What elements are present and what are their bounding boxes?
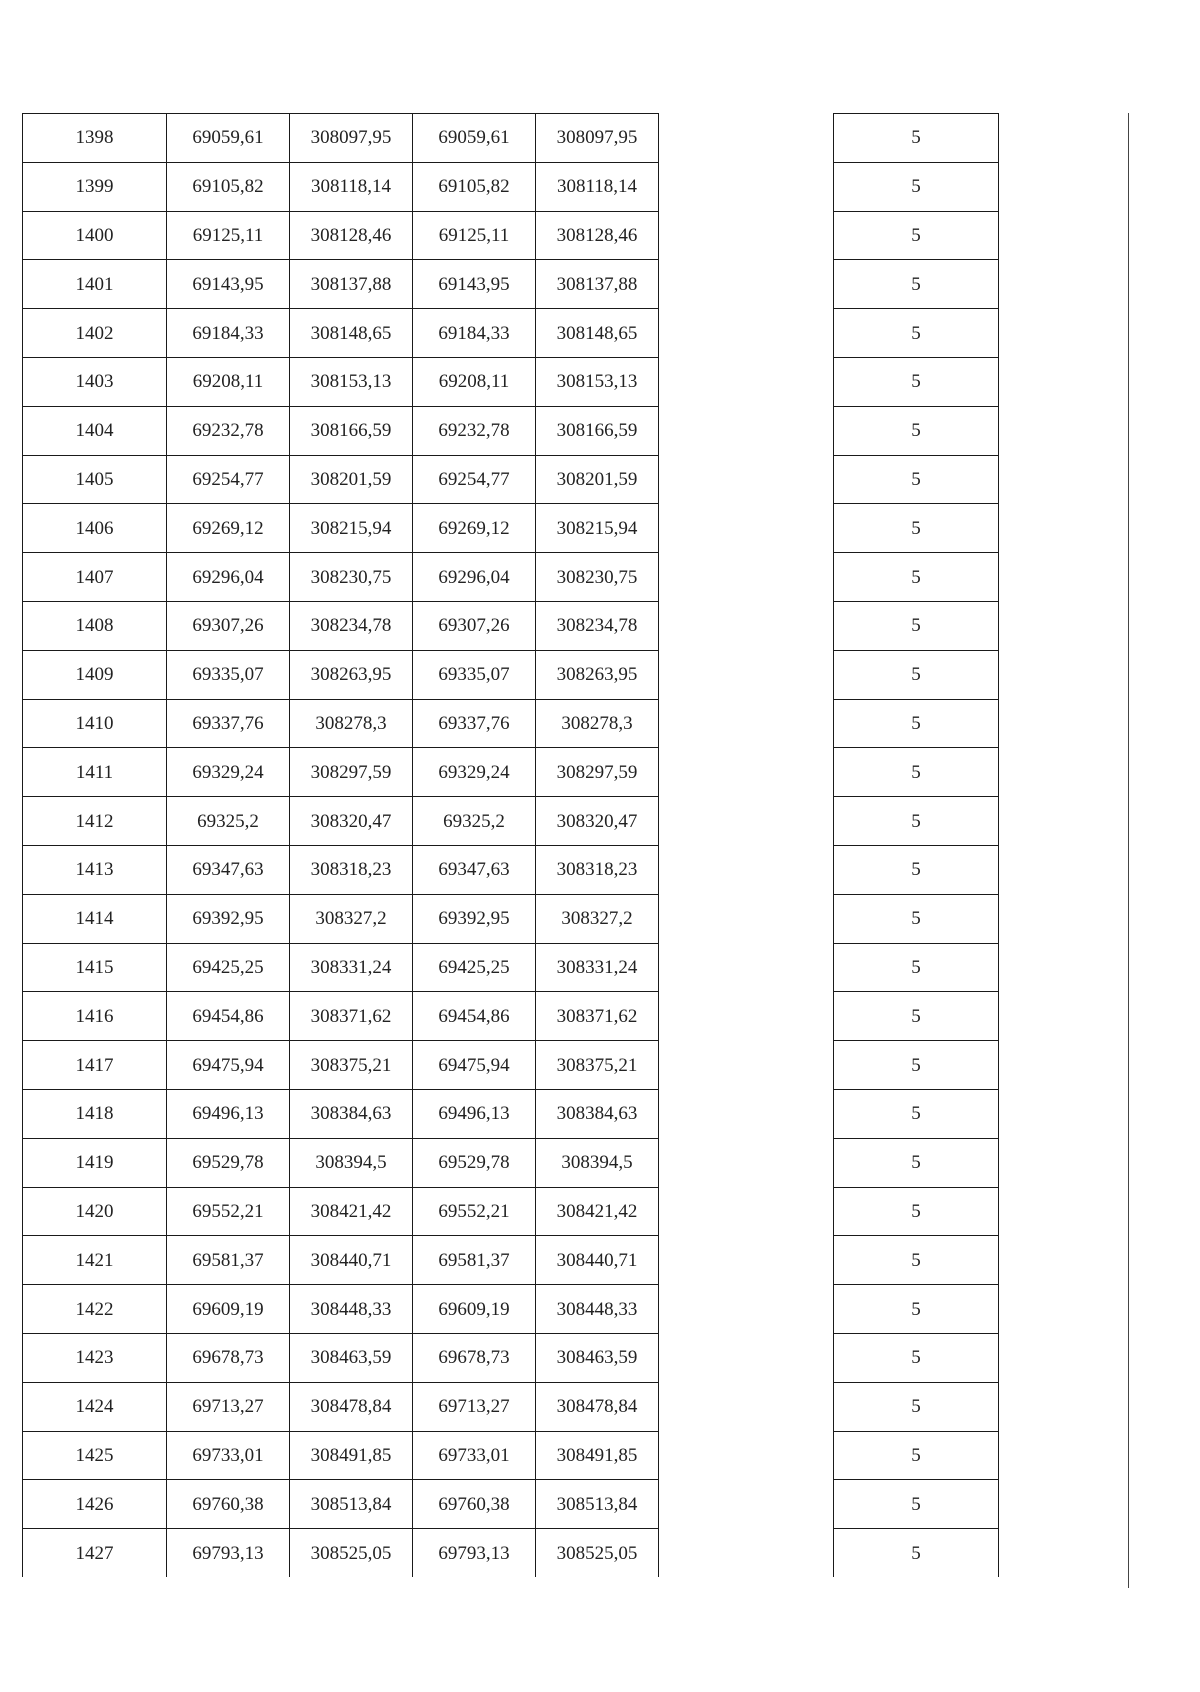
y-coordinate-cell: 308128,46 — [536, 211, 659, 260]
column-gap — [659, 309, 834, 358]
error-value-cell: 5 — [834, 1480, 999, 1529]
column-gap — [659, 162, 834, 211]
table-row — [23, 504, 999, 553]
y-coordinate-cell: 308448,33 — [290, 1285, 413, 1334]
y-coordinate-cell: 308153,13 — [290, 357, 413, 406]
x-coordinate-cell: 69105,82 — [413, 162, 536, 211]
y-coordinate-cell: 308278,3 — [536, 699, 659, 748]
y-coordinate-cell: 308201,59 — [290, 455, 413, 504]
column-gap — [659, 894, 834, 943]
point-number-cell: 1421 — [23, 1236, 167, 1285]
table-row — [23, 455, 999, 504]
table-row — [23, 601, 999, 650]
y-coordinate-cell: 308263,95 — [536, 650, 659, 699]
y-coordinate-cell: 308137,88 — [290, 260, 413, 309]
point-number-cell: 1414 — [23, 894, 167, 943]
x-coordinate-cell: 69392,95 — [167, 894, 290, 943]
table-row — [23, 748, 999, 797]
y-coordinate-cell: 308297,59 — [536, 748, 659, 797]
y-coordinate-cell: 308278,3 — [290, 699, 413, 748]
y-coordinate-cell: 308491,85 — [290, 1431, 413, 1480]
point-number-cell: 1417 — [23, 1041, 167, 1090]
column-gap — [659, 1089, 834, 1138]
y-coordinate-cell: 308525,05 — [290, 1529, 413, 1577]
column-gap — [659, 1138, 834, 1187]
table-row — [23, 1529, 999, 1577]
y-coordinate-cell: 308440,71 — [290, 1236, 413, 1285]
point-number-cell: 1424 — [23, 1382, 167, 1431]
error-value-cell: 5 — [834, 1431, 999, 1480]
point-number-cell: 1409 — [23, 650, 167, 699]
column-gap — [659, 455, 834, 504]
error-value-cell: 5 — [834, 699, 999, 748]
error-value-cell: 5 — [834, 357, 999, 406]
y-coordinate-cell: 308448,33 — [536, 1285, 659, 1334]
point-number-cell: 1415 — [23, 943, 167, 992]
x-coordinate-cell: 69329,24 — [167, 748, 290, 797]
x-coordinate-cell: 69325,2 — [167, 797, 290, 846]
y-coordinate-cell: 308166,59 — [536, 406, 659, 455]
error-value-cell: 5 — [834, 748, 999, 797]
x-coordinate-cell: 69552,21 — [413, 1187, 536, 1236]
column-gap — [659, 114, 834, 163]
x-coordinate-cell: 69208,11 — [413, 357, 536, 406]
y-coordinate-cell: 308384,63 — [290, 1089, 413, 1138]
table-row — [23, 1236, 999, 1285]
y-coordinate-cell: 308513,84 — [536, 1480, 659, 1529]
y-coordinate-cell: 308331,24 — [290, 943, 413, 992]
x-coordinate-cell: 69269,12 — [167, 504, 290, 553]
x-coordinate-cell: 69296,04 — [413, 553, 536, 602]
table-row — [23, 992, 999, 1041]
y-coordinate-cell: 308097,95 — [290, 114, 413, 163]
x-coordinate-cell: 69059,61 — [413, 114, 536, 163]
column-gap — [659, 1236, 834, 1285]
error-value-cell: 5 — [834, 162, 999, 211]
column-gap — [659, 406, 834, 455]
y-coordinate-cell: 308371,62 — [290, 992, 413, 1041]
x-coordinate-cell: 69208,11 — [167, 357, 290, 406]
column-gap — [659, 1431, 834, 1480]
y-coordinate-cell: 308440,71 — [536, 1236, 659, 1285]
point-number-cell: 1422 — [23, 1285, 167, 1334]
point-number-cell: 1423 — [23, 1333, 167, 1382]
y-coordinate-cell: 308327,2 — [536, 894, 659, 943]
error-value-cell: 5 — [834, 845, 999, 894]
x-coordinate-cell: 69269,12 — [413, 504, 536, 553]
y-coordinate-cell: 308148,65 — [536, 309, 659, 358]
table-row — [23, 1187, 999, 1236]
point-number-cell: 1399 — [23, 162, 167, 211]
x-coordinate-cell: 69347,63 — [413, 845, 536, 894]
x-coordinate-cell: 69232,78 — [167, 406, 290, 455]
y-coordinate-cell: 308234,78 — [290, 601, 413, 650]
table-row — [23, 1382, 999, 1431]
table-row — [23, 114, 999, 163]
x-coordinate-cell: 69337,76 — [413, 699, 536, 748]
column-gap — [659, 260, 834, 309]
x-coordinate-cell: 69425,25 — [413, 943, 536, 992]
point-number-cell: 1420 — [23, 1187, 167, 1236]
y-coordinate-cell: 308297,59 — [290, 748, 413, 797]
table-row — [23, 1089, 999, 1138]
column-gap — [659, 845, 834, 894]
x-coordinate-cell: 69335,07 — [167, 650, 290, 699]
error-value-cell: 5 — [834, 1236, 999, 1285]
error-value-cell: 5 — [834, 894, 999, 943]
x-coordinate-cell: 69184,33 — [413, 309, 536, 358]
y-coordinate-cell: 308371,62 — [536, 992, 659, 1041]
error-value-cell: 5 — [834, 1041, 999, 1090]
table-row — [23, 1333, 999, 1382]
point-number-cell: 1412 — [23, 797, 167, 846]
y-coordinate-cell: 308318,23 — [290, 845, 413, 894]
y-coordinate-cell: 308230,75 — [536, 553, 659, 602]
point-number-cell: 1411 — [23, 748, 167, 797]
point-number-cell: 1403 — [23, 357, 167, 406]
table-row — [23, 699, 999, 748]
x-coordinate-cell: 69475,94 — [413, 1041, 536, 1090]
column-gap — [659, 601, 834, 650]
y-coordinate-cell: 308263,95 — [290, 650, 413, 699]
y-coordinate-cell: 308384,63 — [536, 1089, 659, 1138]
y-coordinate-cell: 308331,24 — [536, 943, 659, 992]
x-coordinate-cell: 69232,78 — [413, 406, 536, 455]
y-coordinate-cell: 308153,13 — [536, 357, 659, 406]
table-row — [23, 553, 999, 602]
y-coordinate-cell: 308421,42 — [536, 1187, 659, 1236]
point-number-cell: 1427 — [23, 1529, 167, 1577]
x-coordinate-cell: 69496,13 — [413, 1089, 536, 1138]
y-coordinate-cell: 308201,59 — [536, 455, 659, 504]
y-coordinate-cell: 308375,21 — [536, 1041, 659, 1090]
error-value-cell: 5 — [834, 553, 999, 602]
point-number-cell: 1416 — [23, 992, 167, 1041]
column-gap — [659, 211, 834, 260]
x-coordinate-cell: 69143,95 — [167, 260, 290, 309]
x-coordinate-cell: 69733,01 — [413, 1431, 536, 1480]
x-coordinate-cell: 69392,95 — [413, 894, 536, 943]
y-coordinate-cell: 308463,59 — [290, 1333, 413, 1382]
point-number-cell: 1402 — [23, 309, 167, 358]
y-coordinate-cell: 308394,5 — [290, 1138, 413, 1187]
x-coordinate-cell: 69609,19 — [413, 1285, 536, 1334]
y-coordinate-cell: 308118,14 — [290, 162, 413, 211]
x-coordinate-cell: 69760,38 — [167, 1480, 290, 1529]
x-coordinate-cell: 69793,13 — [413, 1529, 536, 1577]
column-gap — [659, 748, 834, 797]
y-coordinate-cell: 308137,88 — [536, 260, 659, 309]
x-coordinate-cell: 69609,19 — [167, 1285, 290, 1334]
table-row — [23, 845, 999, 894]
y-coordinate-cell: 308375,21 — [290, 1041, 413, 1090]
table-row — [23, 309, 999, 358]
error-value-cell: 5 — [834, 1382, 999, 1431]
x-coordinate-cell: 69125,11 — [413, 211, 536, 260]
x-coordinate-cell: 69678,73 — [413, 1333, 536, 1382]
column-gap — [659, 1333, 834, 1382]
y-coordinate-cell: 308215,94 — [290, 504, 413, 553]
table-row — [23, 211, 999, 260]
table-row — [23, 162, 999, 211]
error-value-cell: 5 — [834, 309, 999, 358]
column-gap — [659, 699, 834, 748]
x-coordinate-cell: 69475,94 — [167, 1041, 290, 1090]
x-coordinate-cell: 69184,33 — [167, 309, 290, 358]
error-value-cell: 5 — [834, 1333, 999, 1382]
y-coordinate-cell: 308320,47 — [536, 797, 659, 846]
x-coordinate-cell: 69496,13 — [167, 1089, 290, 1138]
x-coordinate-cell: 69325,2 — [413, 797, 536, 846]
column-gap — [659, 1041, 834, 1090]
point-number-cell: 1407 — [23, 553, 167, 602]
error-value-cell: 5 — [834, 406, 999, 455]
column-gap — [659, 1480, 834, 1529]
x-coordinate-cell: 69581,37 — [167, 1236, 290, 1285]
x-coordinate-cell: 69296,04 — [167, 553, 290, 602]
column-gap — [659, 553, 834, 602]
x-coordinate-cell: 69254,77 — [413, 455, 536, 504]
x-coordinate-cell: 69713,27 — [413, 1382, 536, 1431]
column-gap — [659, 650, 834, 699]
error-value-cell: 5 — [834, 1529, 999, 1577]
table-row — [23, 1041, 999, 1090]
y-coordinate-cell: 308148,65 — [290, 309, 413, 358]
y-coordinate-cell: 308318,23 — [536, 845, 659, 894]
table-row — [23, 1480, 999, 1529]
column-gap — [659, 992, 834, 1041]
error-value-cell: 5 — [834, 650, 999, 699]
error-value-cell: 5 — [834, 1285, 999, 1334]
point-number-cell: 1405 — [23, 455, 167, 504]
x-coordinate-cell: 69337,76 — [167, 699, 290, 748]
x-coordinate-cell: 69793,13 — [167, 1529, 290, 1577]
x-coordinate-cell: 69713,27 — [167, 1382, 290, 1431]
point-number-cell: 1408 — [23, 601, 167, 650]
x-coordinate-cell: 69254,77 — [167, 455, 290, 504]
y-coordinate-cell: 308327,2 — [290, 894, 413, 943]
error-value-cell: 5 — [834, 1089, 999, 1138]
table-row — [23, 406, 999, 455]
error-value-cell: 5 — [834, 797, 999, 846]
point-number-cell: 1426 — [23, 1480, 167, 1529]
column-gap — [659, 1285, 834, 1334]
point-number-cell: 1425 — [23, 1431, 167, 1480]
x-coordinate-cell: 69425,25 — [167, 943, 290, 992]
table-row — [23, 797, 999, 846]
error-value-cell: 5 — [834, 1187, 999, 1236]
table-row — [23, 943, 999, 992]
error-value-cell: 5 — [834, 943, 999, 992]
y-coordinate-cell: 308320,47 — [290, 797, 413, 846]
x-coordinate-cell: 69454,86 — [413, 992, 536, 1041]
x-coordinate-cell: 69552,21 — [167, 1187, 290, 1236]
table-row — [23, 1431, 999, 1480]
error-value-cell: 5 — [834, 992, 999, 1041]
x-coordinate-cell: 69454,86 — [167, 992, 290, 1041]
x-coordinate-cell: 69059,61 — [167, 114, 290, 163]
y-coordinate-cell: 308513,84 — [290, 1480, 413, 1529]
column-gap — [659, 797, 834, 846]
error-value-cell: 5 — [834, 455, 999, 504]
point-number-cell: 1404 — [23, 406, 167, 455]
y-coordinate-cell: 308230,75 — [290, 553, 413, 602]
column-gap — [659, 504, 834, 553]
x-coordinate-cell: 69307,26 — [413, 601, 536, 650]
table-body — [23, 114, 999, 1577]
table-row — [23, 1138, 999, 1187]
y-coordinate-cell: 308421,42 — [290, 1187, 413, 1236]
error-value-cell: 5 — [834, 601, 999, 650]
table-row — [23, 1285, 999, 1334]
x-coordinate-cell: 69329,24 — [413, 748, 536, 797]
column-gap — [659, 943, 834, 992]
y-coordinate-cell: 308491,85 — [536, 1431, 659, 1480]
y-coordinate-cell: 308525,05 — [536, 1529, 659, 1577]
point-number-cell: 1400 — [23, 211, 167, 260]
point-number-cell: 1418 — [23, 1089, 167, 1138]
y-coordinate-cell: 308478,84 — [536, 1382, 659, 1431]
y-coordinate-cell: 308128,46 — [290, 211, 413, 260]
x-coordinate-cell: 69125,11 — [167, 211, 290, 260]
point-number-cell: 1406 — [23, 504, 167, 553]
x-coordinate-cell: 69143,95 — [413, 260, 536, 309]
x-coordinate-cell: 69760,38 — [413, 1480, 536, 1529]
error-value-cell: 5 — [834, 504, 999, 553]
point-number-cell: 1410 — [23, 699, 167, 748]
column-gap — [659, 1187, 834, 1236]
error-value-cell: 5 — [834, 211, 999, 260]
coordinates-table — [22, 113, 999, 1577]
x-coordinate-cell: 69347,63 — [167, 845, 290, 894]
y-coordinate-cell: 308234,78 — [536, 601, 659, 650]
y-coordinate-cell: 308394,5 — [536, 1138, 659, 1187]
x-coordinate-cell: 69105,82 — [167, 162, 290, 211]
table-row — [23, 650, 999, 699]
error-value-cell: 5 — [834, 260, 999, 309]
y-coordinate-cell: 308097,95 — [536, 114, 659, 163]
x-coordinate-cell: 69529,78 — [413, 1138, 536, 1187]
x-coordinate-cell: 69335,07 — [413, 650, 536, 699]
y-coordinate-cell: 308478,84 — [290, 1382, 413, 1431]
y-coordinate-cell: 308166,59 — [290, 406, 413, 455]
y-coordinate-cell: 308463,59 — [536, 1333, 659, 1382]
table-row — [23, 260, 999, 309]
column-gap — [659, 1529, 834, 1577]
table-row — [23, 357, 999, 406]
error-value-cell: 5 — [834, 1138, 999, 1187]
table-row — [23, 894, 999, 943]
column-gap — [659, 1382, 834, 1431]
page-right-rule — [1128, 113, 1129, 1588]
point-number-cell: 1419 — [23, 1138, 167, 1187]
x-coordinate-cell: 69307,26 — [167, 601, 290, 650]
y-coordinate-cell: 308118,14 — [536, 162, 659, 211]
x-coordinate-cell: 69733,01 — [167, 1431, 290, 1480]
error-value-cell: 5 — [834, 114, 999, 163]
point-number-cell: 1401 — [23, 260, 167, 309]
y-coordinate-cell: 308215,94 — [536, 504, 659, 553]
point-number-cell: 1413 — [23, 845, 167, 894]
x-coordinate-cell: 69678,73 — [167, 1333, 290, 1382]
column-gap — [659, 357, 834, 406]
x-coordinate-cell: 69529,78 — [167, 1138, 290, 1187]
point-number-cell: 1398 — [23, 114, 167, 163]
x-coordinate-cell: 69581,37 — [413, 1236, 536, 1285]
